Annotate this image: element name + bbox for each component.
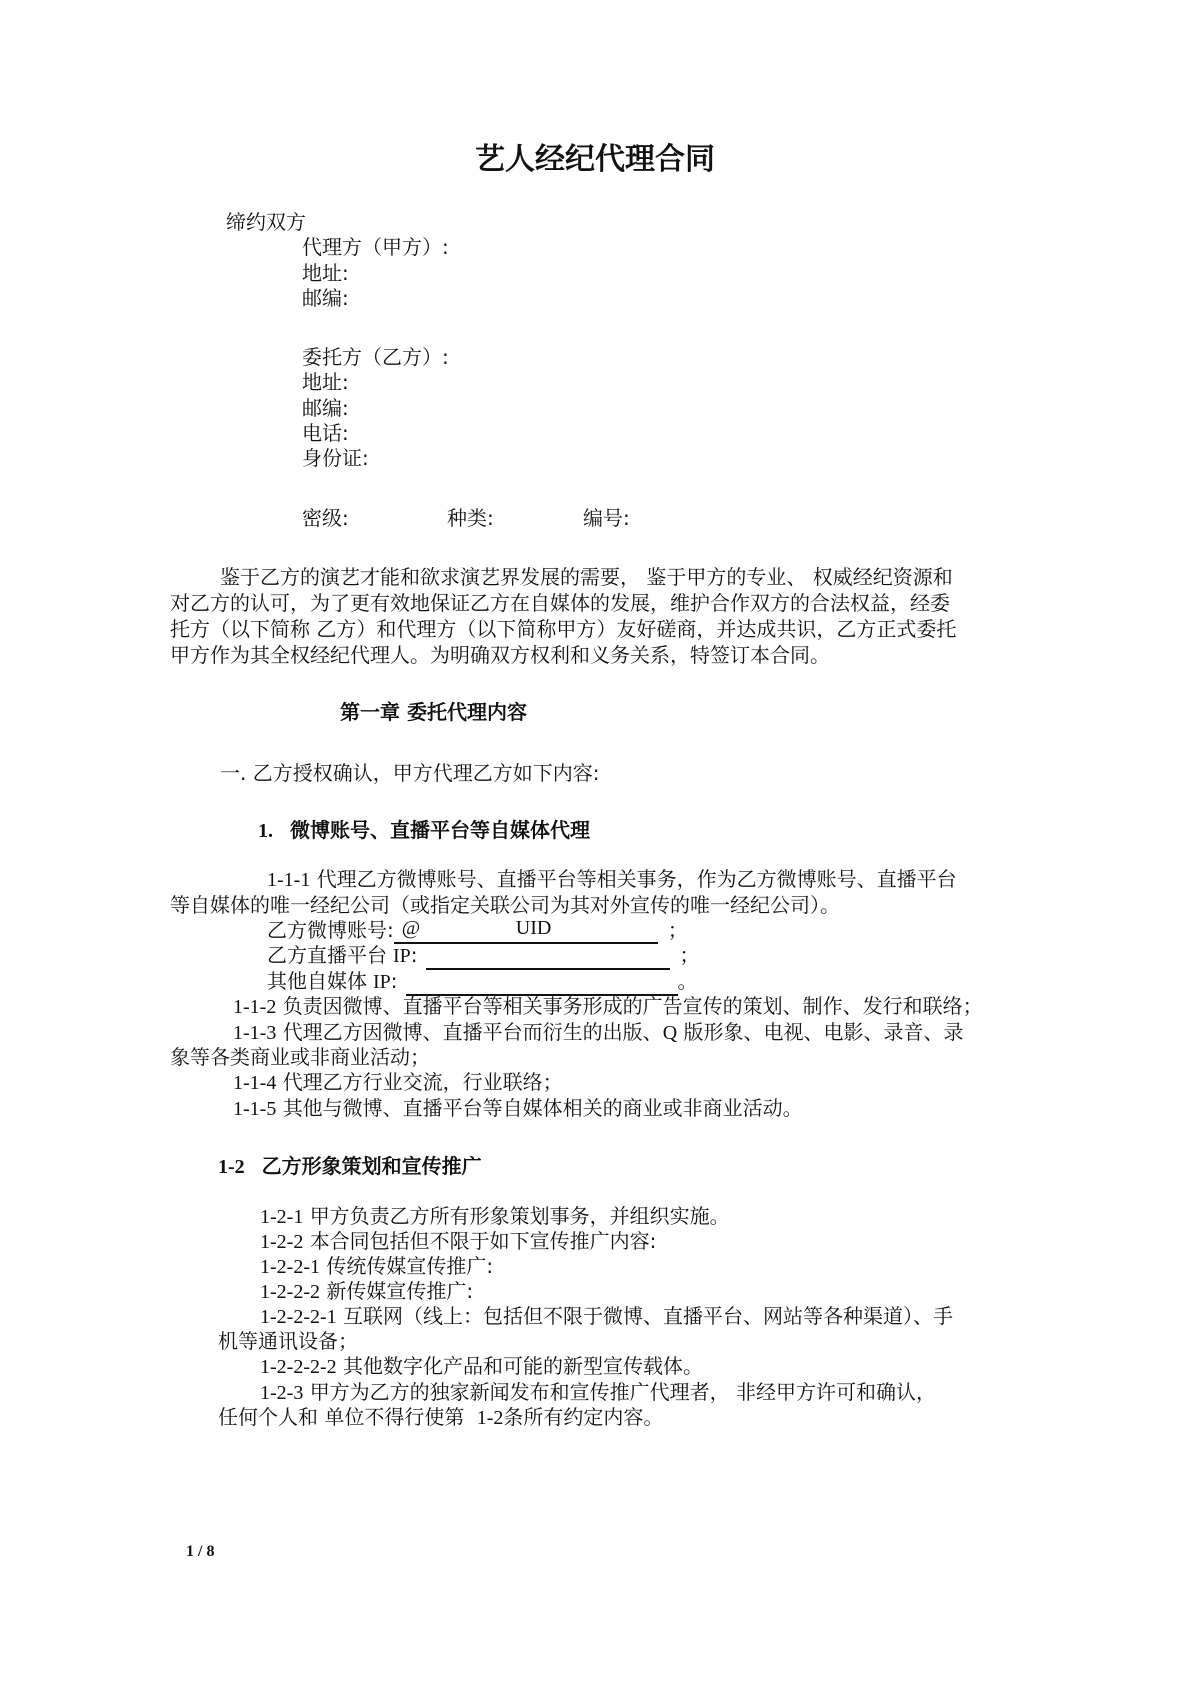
item-text-a: 任何个人和 单位不得行使第	[218, 1405, 465, 1429]
item-text: 其他数字化产品和可能的新型宣传载体。	[343, 1354, 703, 1378]
item-1-1-2	[233, 992, 983, 1021]
section-1-2-title: 乙方形象策划和宣传推广	[261, 1154, 482, 1178]
item-ref: 1-2	[476, 1407, 504, 1429]
party-b-id-card: 身份证:	[302, 446, 369, 470]
item-number: 1-2-2	[260, 1231, 304, 1253]
item-number: 1-2-2-2	[260, 1281, 320, 1303]
clause-1: 一. 乙方授权确认，甲方代理乙方如下内容:	[220, 761, 600, 785]
item-text: 互联网（线上：包括但不限于微博、直播平台、网站等各种渠道）、手	[343, 1304, 953, 1328]
meta-category: 种类:	[447, 506, 494, 530]
item-1-1-1-line-1	[267, 865, 957, 894]
item-1-2-3-line-2	[218, 1403, 663, 1432]
item-1-2-2-2-1-line-1	[260, 1302, 953, 1331]
weibo-end: ；	[667, 918, 688, 942]
other-colon: :	[390, 969, 398, 993]
page-sep: /	[194, 1543, 207, 1560]
other-end: 。	[677, 969, 698, 993]
live-label: 乙方直播平台	[267, 943, 387, 967]
item-1-2-2-2-1-line-2: 机等通讯设备；	[218, 1329, 358, 1353]
item-number: 1-1-5	[233, 1098, 277, 1120]
live-platform-line	[267, 941, 700, 970]
chapter-1-heading: 第一章 委托代理内容	[340, 700, 527, 724]
party-a-postcode: 邮编:	[302, 286, 349, 310]
preamble-line-1: 鉴于乙方的演艺才能和欲求演艺界发展的需要， 鉴于甲方的专业、 权威经纪资源和	[220, 565, 953, 589]
item-1-1-5	[233, 1094, 803, 1123]
preamble-line-4: 甲方作为其全权经纪代理人。为明确双方权利和义务关系，特签订本合同。	[170, 643, 830, 667]
item-1-1-3-line-2: 象等各类商业或非商业活动；	[170, 1045, 430, 1069]
item-number: 1-2-1	[260, 1206, 304, 1228]
item-text: 代理乙方微博账号、直播平台等相关事务，作为乙方微博账号、直播平台	[316, 867, 957, 891]
meta-secrecy: 密级:	[302, 506, 349, 530]
party-a-label: 代理方（甲方）:	[302, 235, 449, 259]
page-number	[186, 1543, 214, 1561]
other-ip: IP	[373, 971, 391, 993]
item-number: 1-2-2-1	[260, 1256, 320, 1278]
item-number: 1-2-2-2-2	[260, 1356, 337, 1378]
meta-number: 编号:	[583, 506, 630, 530]
document-title: 艺人经纪代理合同	[475, 142, 715, 177]
item-1-1-4	[233, 1068, 563, 1097]
section-1-title: 微博账号、直播平台等自媒体代理	[289, 818, 590, 842]
item-q: Q	[662, 1022, 678, 1044]
item-text: 新传媒宣传推广:	[326, 1279, 474, 1303]
item-text: 本合同包括但不限于如下宣传推广内容:	[309, 1229, 657, 1253]
item-text: 甲方为乙方的独家新闻发布和宣传推广代理者， 非经甲方许可和确认，	[309, 1380, 937, 1404]
item-text: 负责因微博、直播平台等相关事务形成的广告宣传的策划、制作、发行和联络；	[282, 994, 983, 1018]
item-text: 代理乙方行业交流，行业联络；	[282, 1070, 563, 1094]
party-b-label: 委托方（乙方）:	[302, 345, 449, 369]
party-b-address: 地址:	[302, 370, 349, 394]
item-text: 代理乙方因微博、直播平台而衍生的出版、	[282, 1020, 663, 1044]
weibo-account-line	[267, 916, 688, 944]
weibo-at: @	[401, 917, 421, 939]
item-number: 1-1-3	[233, 1022, 277, 1044]
item-1-1-1-line-2: 等自媒体的唯一经纪公司（或指定关联公司为其对外宣传的唯一经纪公司）。	[170, 893, 840, 917]
section-1-2-heading	[218, 1152, 482, 1181]
preamble-line-3: 托方（以下简称 乙方）和代理方（以下简称甲方）友好磋商，并达成共识，乙方正式委托	[170, 617, 957, 641]
item-1-2-2-2-2	[260, 1352, 703, 1381]
item-text: 传统传媒宣传推广:	[326, 1254, 494, 1278]
live-colon: :	[410, 943, 418, 967]
item-text-b: 条所有约定内容。	[503, 1405, 664, 1429]
item-number: 1-2-2-2-1	[260, 1306, 337, 1328]
page-total: 8	[206, 1543, 215, 1560]
preamble-line-2: 对乙方的认可，为了更有效地保证乙方在自媒体的发展，维护合作双方的合法权益，经委	[170, 591, 950, 615]
item-text-b: 版形象、电视、电影、录音、录	[683, 1020, 964, 1044]
other-label: 其他自媒体	[267, 969, 367, 993]
live-ip: IP	[393, 945, 411, 967]
parties-heading: 缔约双方	[226, 210, 306, 234]
section-1-heading	[258, 816, 590, 845]
section-1-number: 1.	[258, 820, 273, 842]
item-text: 甲方负责乙方所有形象策划事务，并组织实施。	[309, 1204, 730, 1228]
item-number: 1-1-4	[233, 1072, 277, 1094]
item-number: 1-2-3	[260, 1382, 304, 1404]
party-b-phone: 电话:	[302, 421, 349, 445]
weibo-label: 乙方微博账号:	[267, 918, 394, 942]
live-end: ；	[679, 943, 700, 967]
item-number: 1-1-1	[267, 869, 311, 891]
item-text: 其他与微博、直播平台等自媒体相关的商业或非商业活动。	[282, 1096, 803, 1120]
weibo-uid: UID	[515, 917, 552, 939]
party-b-postcode: 邮编:	[302, 396, 349, 420]
page-current: 1	[186, 1543, 194, 1560]
party-a-address: 地址:	[302, 261, 349, 285]
section-1-2-number: 1-2	[218, 1156, 245, 1178]
item-number: 1-1-2	[233, 996, 277, 1018]
